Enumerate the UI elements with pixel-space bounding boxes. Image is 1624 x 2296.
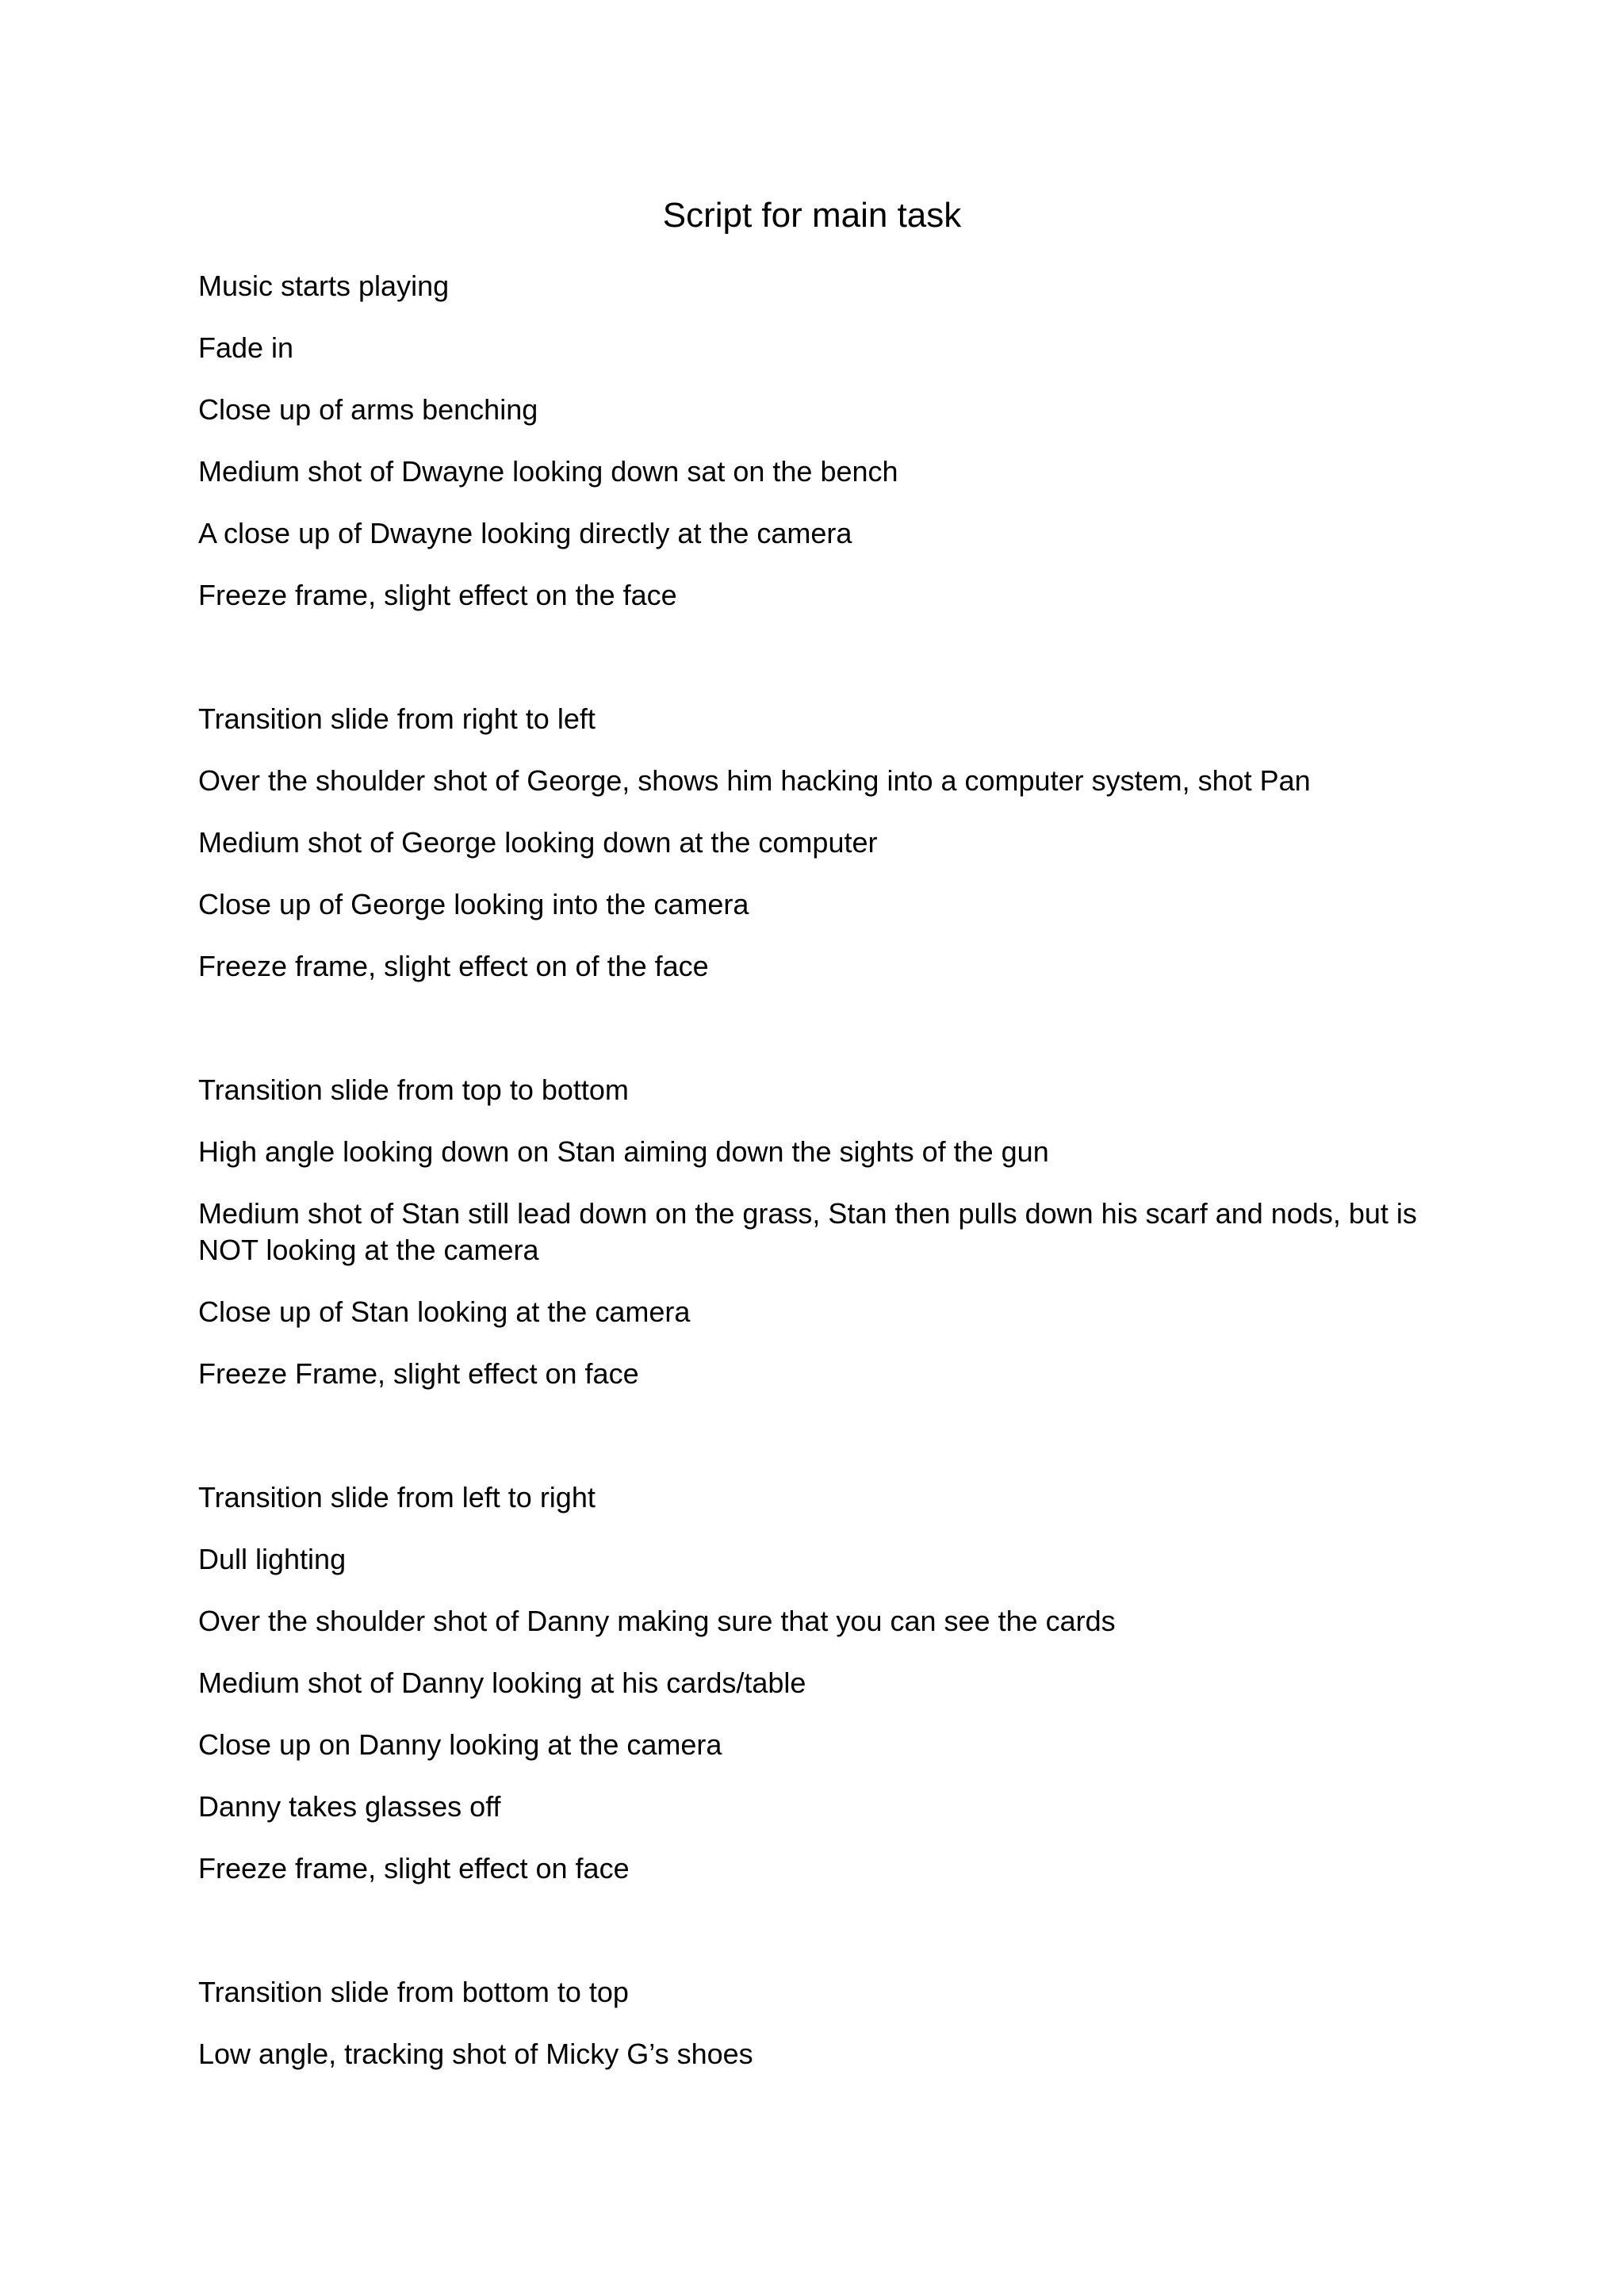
script-line: Low angle, tracking shot of Micky G’s shoes [198, 2038, 753, 2070]
script-line: Transition slide from bottom to top [198, 1976, 629, 2008]
script-line: A close up of Dwayne looking directly at the camera [198, 517, 852, 549]
script-line: Close up of Stan looking at the camera [198, 1295, 691, 1328]
script-line: Medium shot of George looking down at the computer [198, 826, 878, 859]
document-title: Script for main task [662, 196, 962, 235]
script-line: Transition slide from left to right [198, 1481, 596, 1513]
script-line: Close up of arms benching [198, 393, 538, 426]
script-line: Freeze frame, slight effect on face [198, 1852, 630, 1885]
script-line: Transition slide from right to left [198, 702, 596, 735]
script-line: Freeze frame, slight effect on the face [198, 579, 677, 611]
script-line: Danny takes glasses off [198, 1790, 501, 1823]
script-line: Fade in [198, 331, 294, 364]
script-line: Freeze Frame, slight effect on face [198, 1357, 639, 1390]
script-line: Close up of George looking into the camera [198, 888, 749, 920]
script-line: Close up on Danny looking at the camera [198, 1728, 722, 1761]
script-line: Over the shoulder shot of Danny making sure that you can see the cards [198, 1605, 1116, 1637]
script-line: Music starts playing [198, 270, 450, 302]
script-line: Medium shot of Dwayne looking down sat on the bench [198, 455, 898, 488]
script-line: Dull lighting [198, 1543, 347, 1575]
script-line: Freeze frame, slight effect on of the face [198, 950, 709, 982]
script-line: Over the shoulder shot of George, shows him hacking into a computer system, shot Pan [198, 764, 1311, 797]
script-line: Medium shot of Stan still lead down on the grass, Stan then pulls down his scarf and nods, but is NOT looking at the camera [198, 1197, 1417, 1266]
script-line: Medium shot of Danny looking at his cards/table [198, 1667, 806, 1699]
script-line: High angle looking down on Stan aiming down the sights of the gun [198, 1135, 1049, 1168]
script-line: Transition slide from top to bottom [198, 1073, 629, 1106]
